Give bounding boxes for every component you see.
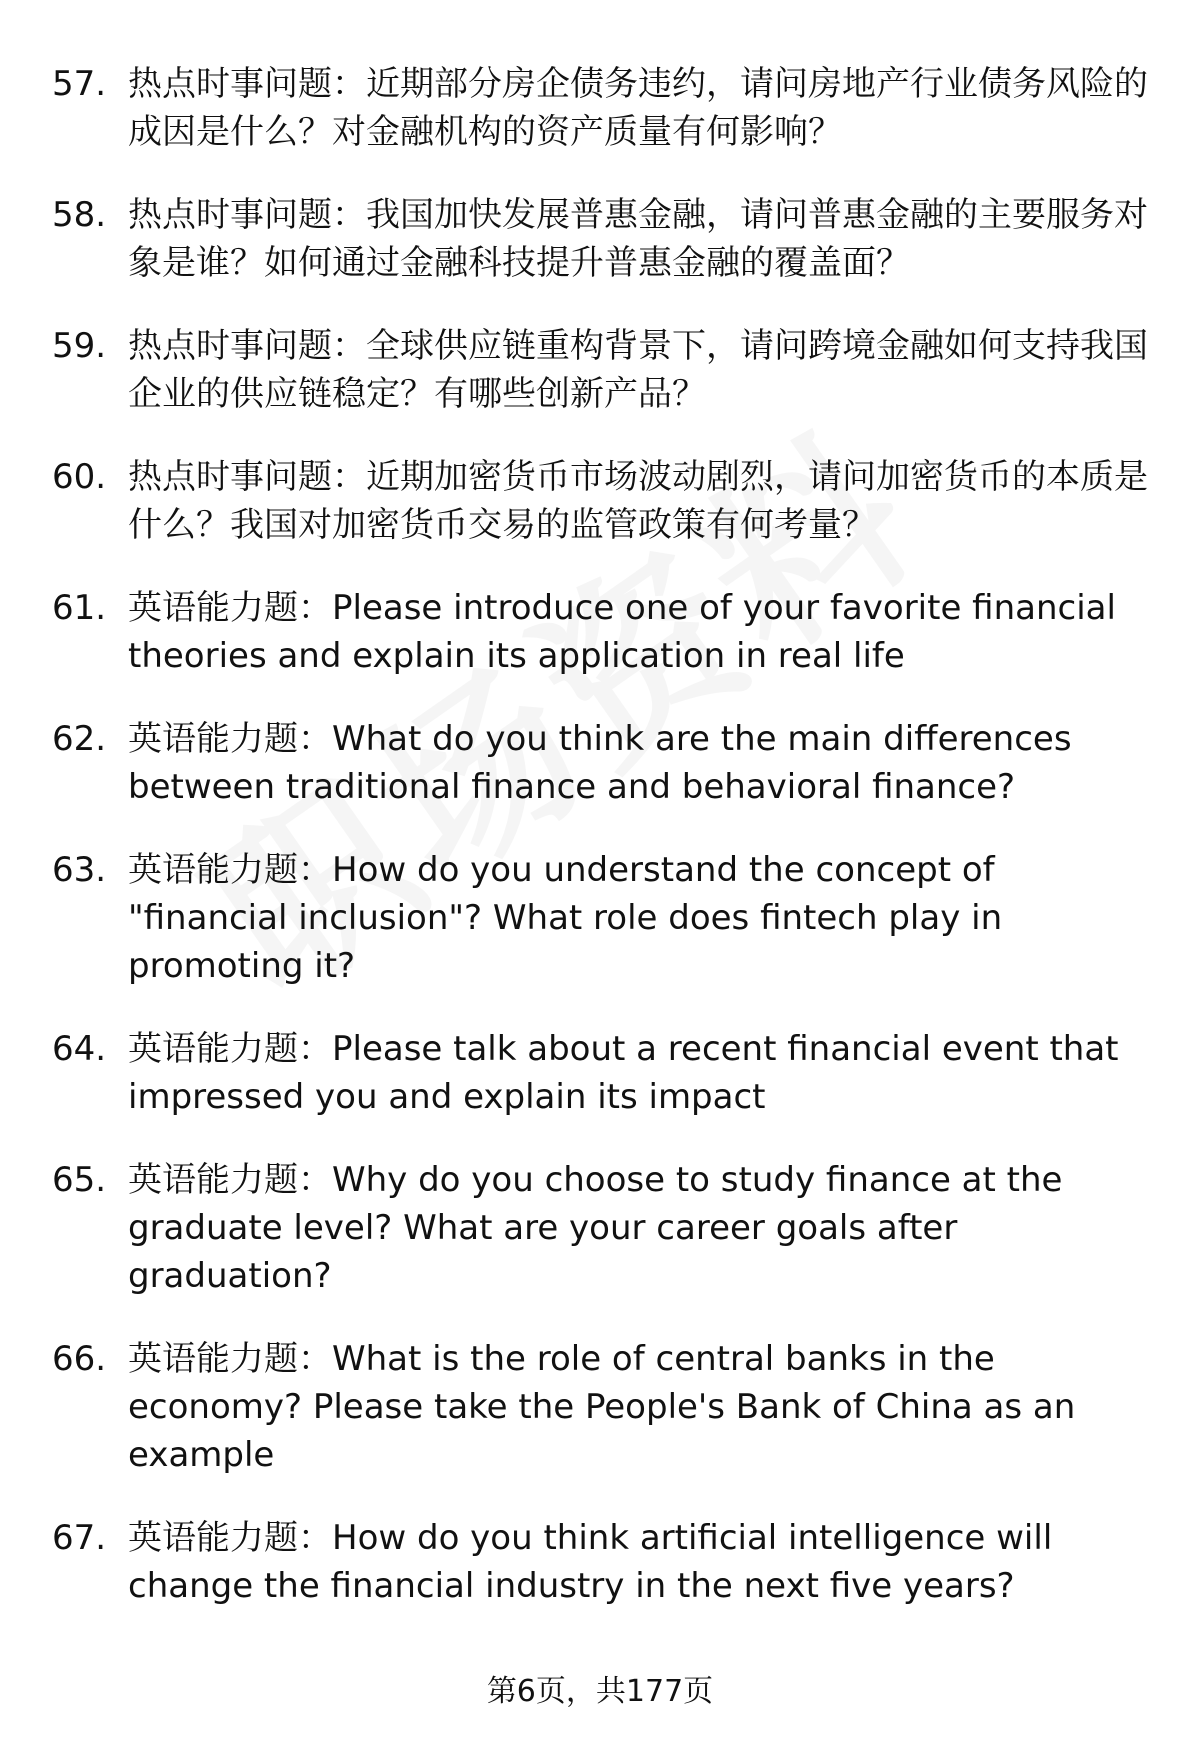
question-list (52, 60, 1152, 1645)
question-item (52, 584, 1152, 680)
question-item (52, 322, 1152, 418)
question-body (128, 715, 1152, 811)
question-item (52, 1025, 1152, 1121)
question-category: 热点时事问题： (128, 195, 366, 235)
question-number: 63. (52, 850, 107, 890)
question-text: What is the role of central banks in the economy? Please take the People's Bank of China as an example (128, 1339, 1076, 1475)
question-text: 近期加密货币市场波动剧烈，请问加密货币的本质是什么？我国对加密货币交易的监管政策有何考量？ (128, 457, 1148, 545)
question-item (52, 191, 1152, 287)
question-item (52, 846, 1152, 990)
question-item (52, 1514, 1152, 1610)
question-body (128, 60, 1152, 156)
question-text: Why do you choose to study finance at the graduate level? What are your career goals after graduation? (128, 1160, 1063, 1296)
question-item (52, 715, 1152, 811)
question-category: 英语能力题： (128, 1518, 332, 1558)
question-number: 61. (52, 588, 107, 628)
page-footer: 第6页，共177页 (486, 1674, 714, 1709)
question-body (128, 191, 1152, 287)
question-category: 热点时事问题： (128, 326, 366, 366)
question-body (128, 453, 1152, 549)
question-category: 英语能力题： (128, 1160, 332, 1200)
question-body (128, 322, 1152, 418)
question-number: 59. (52, 326, 107, 366)
question-text: How do you understand the concept of "financial inclusion"? What role does fintech play in promoting it? (128, 850, 1003, 986)
question-number: 62. (52, 719, 107, 759)
question-number: 58. (52, 195, 107, 235)
question-text: 全球供应链重构背景下，请问跨境金融如何支持我国企业的供应链稳定？有哪些创新产品？ (128, 326, 1148, 414)
question-category: 英语能力题： (128, 850, 332, 890)
question-text: 近期部分房企债务违约，请问房地产行业债务风险的成因是什么？对金融机构的资产质量有何影响？ (128, 64, 1148, 152)
question-body (128, 1335, 1152, 1479)
question-category: 热点时事问题： (128, 457, 366, 497)
question-body (128, 1156, 1152, 1300)
question-item (52, 1156, 1152, 1300)
question-category: 热点时事问题： (128, 64, 366, 104)
question-text: How do you think artificial intelligence will change the financial industry in the next five years? (128, 1518, 1053, 1606)
question-body (128, 1514, 1152, 1610)
question-body (128, 584, 1152, 680)
question-item (52, 453, 1152, 549)
question-category: 英语能力题： (128, 719, 332, 759)
question-number: 57. (52, 64, 107, 104)
question-text: 我国加快发展普惠金融，请问普惠金融的主要服务对象是谁？如何通过金融科技提升普惠金融的覆盖面？ (128, 195, 1148, 283)
question-text: What do you think are the main differences between traditional finance and behavioral finance? (128, 719, 1072, 807)
question-text: Please talk about a recent financial event that impressed you and explain its impact (128, 1029, 1119, 1117)
question-body (128, 1025, 1152, 1121)
question-number: 64. (52, 1029, 107, 1069)
question-number: 66. (52, 1339, 107, 1379)
question-item (52, 60, 1152, 156)
question-category: 英语能力题： (128, 1029, 332, 1069)
question-number: 65. (52, 1160, 107, 1200)
question-body (128, 846, 1152, 990)
question-number: 67. (52, 1518, 107, 1558)
question-number: 60. (52, 457, 107, 497)
question-text: Please introduce one of your favorite financial theories and explain its application in real life (128, 588, 1116, 676)
question-category: 英语能力题： (128, 588, 332, 628)
question-item (52, 1335, 1152, 1479)
question-category: 英语能力题： (128, 1339, 332, 1379)
